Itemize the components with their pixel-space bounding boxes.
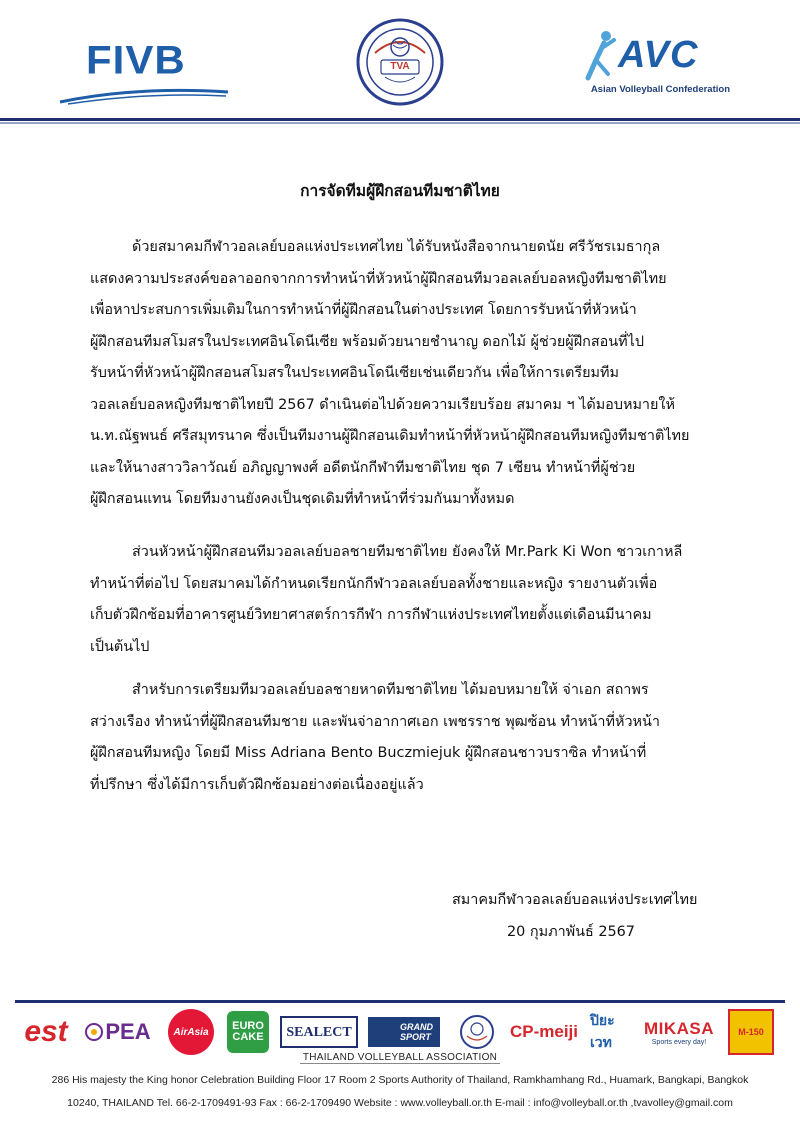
paragraph-line: และให้นางสาววิลาวัณย์ อภิญญาพงศ์ อดีตนักกีฬาทีมชาติไทย ชุด 7 เซียน ทำหน้าที่ผู้ช่วย <box>90 459 636 476</box>
sponsor-tva-seal-icon <box>458 1008 496 1056</box>
tva-emblem <box>355 17 445 107</box>
paragraph-line: ผู้ฝึกสอนแทน โดยทีมงานยังคงเป็นชุดเดิมที่ทำหน้าที่ร่วมกันมาทั้งหมด <box>90 491 515 507</box>
sponsor-label: GRAND SPORT <box>400 1022 433 1042</box>
paragraph-line: เป็นต้นไป <box>90 638 150 655</box>
paragraph-3 <box>90 675 710 801</box>
sponsor-piyavate-logo <box>590 1008 634 1056</box>
paragraph-2 <box>90 537 710 663</box>
tva-emblem-text: TVA <box>390 61 410 72</box>
paragraph-line: น.ท.ณัฐพนธ์ ศรีสมุทรนาค ซึ่งเป็นทีมงานผู้ฝึกสอนเดิมทำหน้าที่หัวหน้าผู้ฝึกสอนทีมหญิงทีมชาติไทย <box>90 428 690 444</box>
paragraph-line: สำหรับการเตรียมทีมวอลเลย์บอลชายหาดทีมชาติไทย ได้มอบหมายให้ จ่าเอก สถาพร <box>132 682 649 698</box>
sponsor-label: PEA <box>105 1019 151 1044</box>
paragraph-line: แสดงความประสงค์ขอลาออกจากการทำหน้าที่หัวหน้าผู้ฝึกสอนทีมวอลเลย์บอลหญิงทีมชาติไทย <box>90 270 667 287</box>
sponsor-pea-logo <box>78 1008 158 1056</box>
sponsor-label: CP-meiji <box>509 1022 579 1041</box>
association-name: THAILAND VOLLEYBALL ASSOCIATION <box>302 1052 498 1063</box>
avc-subtitle: Asian Volleyball Confederation <box>590 84 730 95</box>
sponsor-label: SEALECT <box>286 1025 352 1040</box>
mikasa-tagline: Sports every day! <box>651 1038 707 1046</box>
sponsor-mikasa-logo <box>642 1008 716 1056</box>
sponsor-label: est <box>24 1015 68 1048</box>
paragraph-line: วอลเลย์บอลหญิงทีมชาติไทยปี 2567 ดำเนินต่อไปด้วยความเรียบร้อย สมาคม ฯ ได้มอบหมายให้ <box>90 396 675 413</box>
avc-logo <box>580 30 730 105</box>
volleyball-player-icon <box>580 30 620 82</box>
avc-logo-text: AVC <box>618 34 699 76</box>
association-underline <box>300 1063 500 1064</box>
fivb-logo <box>58 30 233 110</box>
address-line-2: 10240, THAILAND Tel. 66-2-1709491-93 Fax : 66-2-1709490 Website : www.volleyball.or.th E-mail : info@volleyball.or.th ,tvavolley@gmail.com <box>67 1097 733 1109</box>
paragraph-line: เก็บตัวฝึกซ้อมที่อาคารศูนย์วิทยาศาสตร์การกีฬา การกีฬาแห่งประเทศไทยตั้งแต่เดือนมีนาคม <box>90 607 652 623</box>
sponsor-cpmeiji-logo <box>506 1008 582 1056</box>
header-divider <box>0 118 800 121</box>
paragraph-line: ผู้ฝึกสอนทีมหญิง โดยมี Miss Adriana Bento Buczmiejuk ผู้ฝึกสอนชาวบราซิล ทำหน้าที่ <box>90 745 647 761</box>
paragraph-line: ด้วยสมาคมกีฬาวอลเลย์บอลแห่งประเทศไทย ได้รับหนังสือจากนายดนัย ศรีวัชรเมธากุล <box>132 239 661 255</box>
signature-date: 20 กุมภาพันธ์ 2567 <box>507 924 635 940</box>
footer-divider <box>15 1000 785 1003</box>
sponsor-m150-logo <box>726 1008 776 1056</box>
paragraph-line: รับหน้าที่หัวหน้าผู้ฝึกสอนสโมสรในประเทศอินโดนีเซียเช่นเดียวกัน เพื่อให้การเตรียมทีม <box>90 365 619 381</box>
fivb-swoosh-icon <box>58 78 233 108</box>
sponsor-eurocake-logo <box>226 1008 270 1056</box>
sponsor-label: M-150 <box>738 1027 764 1037</box>
sponsor-airasia-logo <box>166 1008 216 1056</box>
paragraph-line: ผู้ฝึกสอนทีมสโมสรในประเทศอินโดนีเซีย พร้อมด้วยนายชำนาญ ดอกไม้ ผู้ช่วยผู้ฝึกสอนที่ไป <box>90 333 644 350</box>
header-divider-thin <box>0 122 800 124</box>
paragraph-line: ที่ปรึกษา ซึ่งได้มีการเก็บตัวฝึกซ้อมอย่างต่อเนื่องอยู่แล้ว <box>90 776 424 793</box>
sponsor-est-logo <box>20 1008 72 1056</box>
address-line-1: 286 His majesty the King honor Celebration Building Floor 17 Room 2 Sports Authority of Thailand, Ramkhamhang Rd., Huamark, Bangkapi, Bangkok <box>51 1074 749 1086</box>
letterhead <box>0 0 800 125</box>
sponsor-grandsport-logo <box>366 1008 442 1056</box>
signature-organization: สมาคมกีฬาวอลเลย์บอลแห่งประเทศไทย <box>452 892 698 908</box>
sponsor-label: AirAsia <box>173 1026 209 1038</box>
paragraph-line: ทำหน้าที่ต่อไป โดยสมาคมได้กำหนดเรียกนักกีฬาวอลเลย์บอลทั้งชายและหญิง รายงานตัวเพื่อ <box>90 575 658 592</box>
sponsor-label: MIKASA <box>643 1018 715 1038</box>
paragraph-1 <box>90 232 710 516</box>
paragraph-line: สว่างเรือง ทำหน้าที่ผู้ฝึกสอนทีมชาย และพันจ่าอากาศเอก เพชรราช พุฒซ้อน ทำหน้าที่หัวหน้า <box>90 713 660 730</box>
tva-seal-icon <box>459 1014 495 1050</box>
paragraph-line: ส่วนหัวหน้าผู้ฝึกสอนทีมวอลเลย์บอลชายทีมชาติไทย ยังคงให้ Mr.Park Ki Won ชาวเกาหลี <box>132 544 683 560</box>
sponsor-label: ปิยะเวท <box>590 1012 615 1050</box>
fivb-logo-text: FIVB <box>86 37 186 82</box>
sponsor-label: EURO CAKE <box>232 1020 264 1043</box>
document-title: การจัดทีมผู้ฝึกสอนทีมชาติไทย <box>300 182 500 200</box>
paragraph-line: เพื่อหาประสบการเพิ่มเติมในการทำหน้าที่ผู้ฝึกสอนในต่างประเทศ โดยการรับหน้าที่หัวหน้า <box>90 302 637 318</box>
pea-emblem-icon <box>85 1023 103 1041</box>
sponsor-sealect-logo <box>282 1008 356 1056</box>
